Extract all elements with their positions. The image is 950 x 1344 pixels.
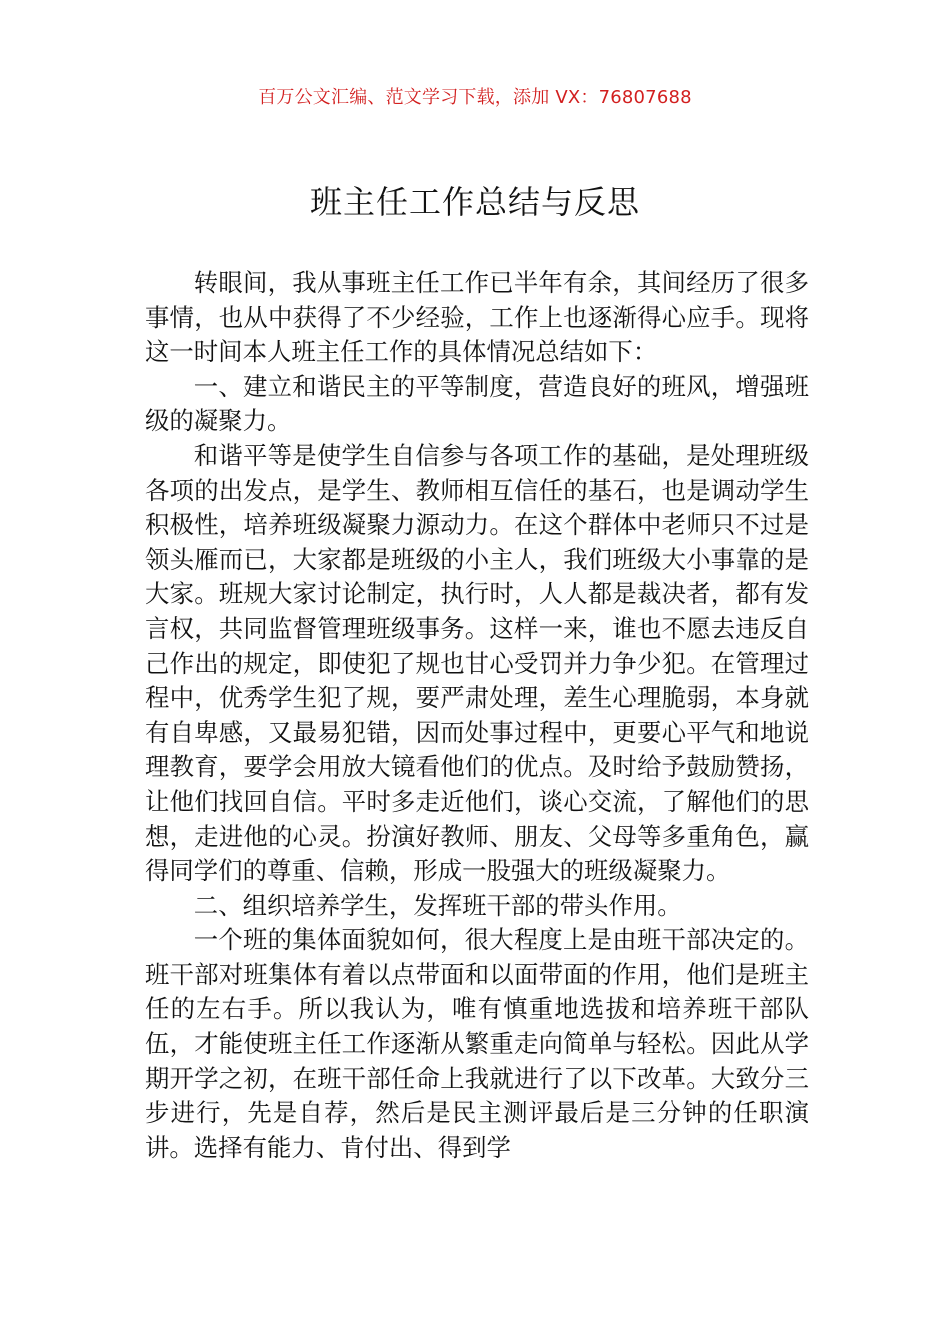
paragraph-section-one-body: 和谐平等是使学生自信参与各项工作的基础，是处理班级各项的出发点，是学生、教师相互信任的基石，也是调动学生积极性，培养班级凝聚力源动力。在这个群体中老师只不过是领头雁而已，大家都是班级的小主人，我们班级大小事靠的是大家。班规大家讨论制定，执行时，人人都是裁决者，都有发言权，共同监督管理班级事务。这样一来，谁也不愿去违反自己作出的规定，即使犯了规也甘心受罚并力争少犯。在管理过程中，优秀学生犯了规，要严肃处理，差生心理脆弱，本身就有自卑感，又最易犯错，因而处事过程中，更要心平气和地说理教育，要学会用放大镜看他们的优点。及时给予鼓励赞扬，让他们找回自信。平时多走近他们，谈心交流，了解他们的思想，走进他的心灵。扮演好教师、朋友、父母等多重角色，赢得同学们的尊重、信赖，形成一股强大的班级凝聚力。 — [145, 440, 809, 886]
paragraph-section-two-heading: 二、组织培养学生，发挥班干部的带头作用。 — [193, 890, 682, 920]
document-body — [145, 266, 809, 1165]
paragraph-section-two-body: 一个班的集体面貌如何，很大程度上是由班干部决定的。班干部对班集体有着以点带面和以面带面的作用，他们是班主任的左右手。所以我认为，唯有慎重地选拔和培养班干部队伍，才能使班主任工作逐渐从繁重走向简单与轻松。因此从学期开学之初，在班干部任命上我就进行了以下改革。大致分三步进行，先是自荐，然后是民主测评最后是三分钟的任职演讲。选择有能力、肯付出、得到学 — [145, 925, 809, 1162]
paragraph-section-one-heading: 一、建立和谐民主的平等制度，营造良好的班风，增强班级的凝聚力。 — [145, 371, 809, 436]
document-title: 班主任工作总结与反思 — [309, 183, 640, 221]
paragraph-intro: 转眼间，我从事班主任工作已半年有余，其间经历了很多事情，也从中获得了不少经验，工作上也逐渐得心应手。现将这一时间本人班主任工作的具体情况总结如下： — [145, 268, 809, 367]
header-watermark-note: 百万公文汇编、范文学习下载，添加 VX：76807688 — [258, 87, 692, 108]
